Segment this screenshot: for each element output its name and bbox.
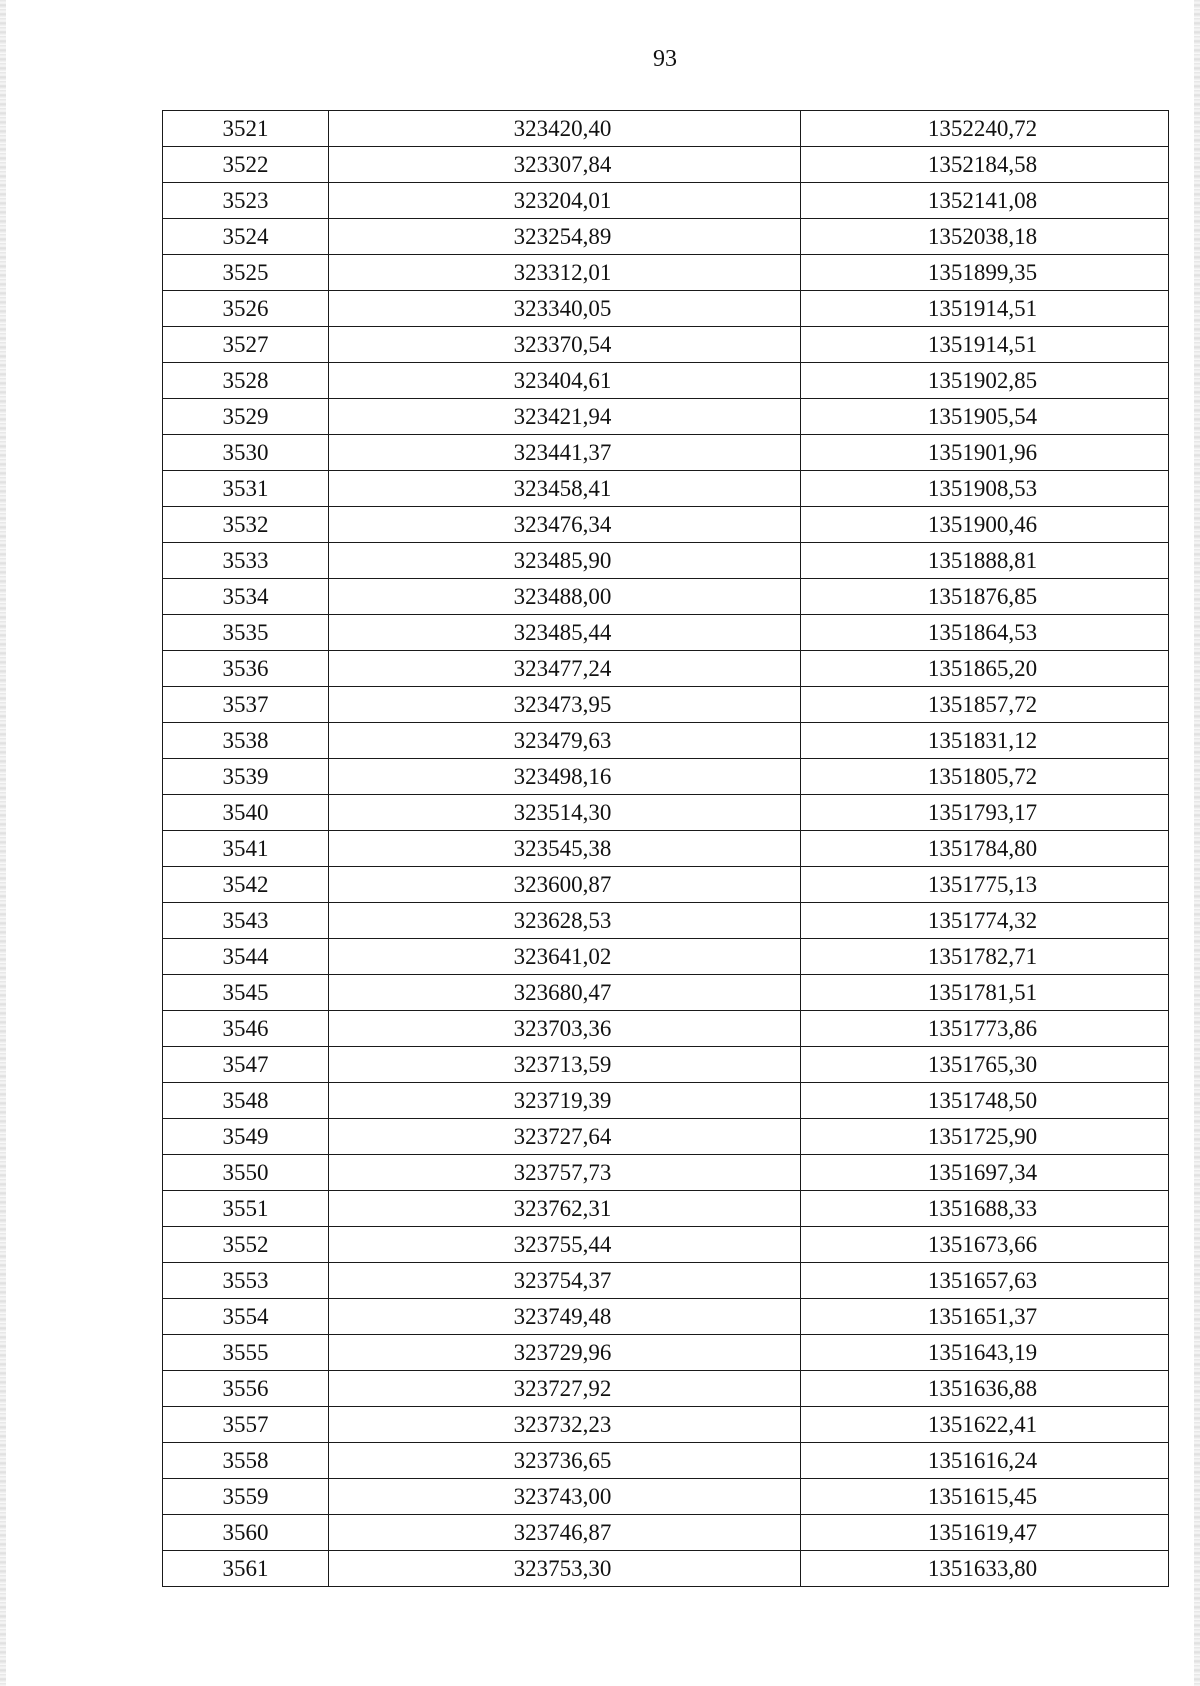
point-number-cell: 3523 xyxy=(163,183,329,219)
table-row xyxy=(163,327,1169,363)
y-coordinate-cell: 1351864,53 xyxy=(801,615,1169,651)
y-coordinate-cell: 1351899,35 xyxy=(801,255,1169,291)
y-coordinate-cell: 1351831,12 xyxy=(801,723,1169,759)
y-coordinate-cell: 1351865,20 xyxy=(801,651,1169,687)
table-row xyxy=(163,1155,1169,1191)
point-number-cell: 3541 xyxy=(163,831,329,867)
y-coordinate-cell: 1351673,66 xyxy=(801,1227,1169,1263)
y-coordinate-cell: 1351622,41 xyxy=(801,1407,1169,1443)
x-coordinate-cell: 323713,59 xyxy=(329,1047,801,1083)
x-coordinate-cell: 323473,95 xyxy=(329,687,801,723)
y-coordinate-cell: 1351775,13 xyxy=(801,867,1169,903)
point-number-cell: 3530 xyxy=(163,435,329,471)
table-row xyxy=(163,471,1169,507)
y-coordinate-cell: 1351914,51 xyxy=(801,327,1169,363)
point-number-cell: 3524 xyxy=(163,219,329,255)
point-number-cell: 3528 xyxy=(163,363,329,399)
x-coordinate-cell: 323485,44 xyxy=(329,615,801,651)
y-coordinate-cell: 1352240,72 xyxy=(801,111,1169,147)
point-number-cell: 3521 xyxy=(163,111,329,147)
x-coordinate-cell: 323340,05 xyxy=(329,291,801,327)
point-number-cell: 3522 xyxy=(163,147,329,183)
y-coordinate-cell: 1351888,81 xyxy=(801,543,1169,579)
point-number-cell: 3543 xyxy=(163,903,329,939)
point-number-cell: 3556 xyxy=(163,1371,329,1407)
y-coordinate-cell: 1351908,53 xyxy=(801,471,1169,507)
y-coordinate-cell: 1351697,34 xyxy=(801,1155,1169,1191)
table-row xyxy=(163,1263,1169,1299)
table-row xyxy=(163,1227,1169,1263)
x-coordinate-cell: 323749,48 xyxy=(329,1299,801,1335)
y-coordinate-cell: 1352038,18 xyxy=(801,219,1169,255)
table-row xyxy=(163,975,1169,1011)
y-coordinate-cell: 1351651,37 xyxy=(801,1299,1169,1335)
table-row xyxy=(163,867,1169,903)
table-row xyxy=(163,831,1169,867)
x-coordinate-cell: 323729,96 xyxy=(329,1335,801,1371)
table-row xyxy=(163,615,1169,651)
table-row xyxy=(163,723,1169,759)
x-coordinate-cell: 323307,84 xyxy=(329,147,801,183)
y-coordinate-cell: 1351900,46 xyxy=(801,507,1169,543)
table-row xyxy=(163,507,1169,543)
y-coordinate-cell: 1351876,85 xyxy=(801,579,1169,615)
x-coordinate-cell: 323204,01 xyxy=(329,183,801,219)
table-row xyxy=(163,651,1169,687)
y-coordinate-cell: 1351905,54 xyxy=(801,399,1169,435)
table-row xyxy=(163,1479,1169,1515)
coordinates-table xyxy=(162,110,1169,1587)
y-coordinate-cell: 1351636,88 xyxy=(801,1371,1169,1407)
point-number-cell: 3542 xyxy=(163,867,329,903)
table-row xyxy=(163,1515,1169,1551)
point-number-cell: 3532 xyxy=(163,507,329,543)
point-number-cell: 3540 xyxy=(163,795,329,831)
table-row xyxy=(163,1407,1169,1443)
point-number-cell: 3531 xyxy=(163,471,329,507)
y-coordinate-cell: 1351725,90 xyxy=(801,1119,1169,1155)
point-number-cell: 3559 xyxy=(163,1479,329,1515)
x-coordinate-cell: 323458,41 xyxy=(329,471,801,507)
x-coordinate-cell: 323732,23 xyxy=(329,1407,801,1443)
y-coordinate-cell: 1351748,50 xyxy=(801,1083,1169,1119)
x-coordinate-cell: 323498,16 xyxy=(329,759,801,795)
x-coordinate-cell: 323600,87 xyxy=(329,867,801,903)
x-coordinate-cell: 323757,73 xyxy=(329,1155,801,1191)
table-row xyxy=(163,939,1169,975)
x-coordinate-cell: 323719,39 xyxy=(329,1083,801,1119)
x-coordinate-cell: 323641,02 xyxy=(329,939,801,975)
y-coordinate-cell: 1351781,51 xyxy=(801,975,1169,1011)
x-coordinate-cell: 323514,30 xyxy=(329,795,801,831)
point-number-cell: 3560 xyxy=(163,1515,329,1551)
x-coordinate-cell: 323485,90 xyxy=(329,543,801,579)
table-row xyxy=(163,255,1169,291)
x-coordinate-cell: 323370,54 xyxy=(329,327,801,363)
table-row xyxy=(163,291,1169,327)
table-row xyxy=(163,399,1169,435)
x-coordinate-cell: 323727,92 xyxy=(329,1371,801,1407)
point-number-cell: 3551 xyxy=(163,1191,329,1227)
y-coordinate-cell: 1351901,96 xyxy=(801,435,1169,471)
table-row xyxy=(163,687,1169,723)
point-number-cell: 3529 xyxy=(163,399,329,435)
x-coordinate-cell: 323755,44 xyxy=(329,1227,801,1263)
table-row xyxy=(163,435,1169,471)
scan-edge-left xyxy=(0,0,6,1686)
y-coordinate-cell: 1351633,80 xyxy=(801,1551,1169,1587)
x-coordinate-cell: 323746,87 xyxy=(329,1515,801,1551)
point-number-cell: 3548 xyxy=(163,1083,329,1119)
point-number-cell: 3550 xyxy=(163,1155,329,1191)
y-coordinate-cell: 1351902,85 xyxy=(801,363,1169,399)
table-row xyxy=(163,579,1169,615)
table-row xyxy=(163,1047,1169,1083)
table-row xyxy=(163,1119,1169,1155)
y-coordinate-cell: 1351914,51 xyxy=(801,291,1169,327)
x-coordinate-cell: 323703,36 xyxy=(329,1011,801,1047)
x-coordinate-cell: 323680,47 xyxy=(329,975,801,1011)
point-number-cell: 3544 xyxy=(163,939,329,975)
scan-edge-right xyxy=(1194,0,1200,1686)
point-number-cell: 3533 xyxy=(163,543,329,579)
x-coordinate-cell: 323441,37 xyxy=(329,435,801,471)
page-number: 93 xyxy=(653,46,677,72)
table-row xyxy=(163,1551,1169,1587)
coordinates-table-body xyxy=(163,111,1169,1587)
y-coordinate-cell: 1351793,17 xyxy=(801,795,1169,831)
table-row xyxy=(163,147,1169,183)
point-number-cell: 3538 xyxy=(163,723,329,759)
y-coordinate-cell: 1351784,80 xyxy=(801,831,1169,867)
table-row xyxy=(163,1299,1169,1335)
x-coordinate-cell: 323762,31 xyxy=(329,1191,801,1227)
x-coordinate-cell: 323727,64 xyxy=(329,1119,801,1155)
x-coordinate-cell: 323420,40 xyxy=(329,111,801,147)
x-coordinate-cell: 323754,37 xyxy=(329,1263,801,1299)
point-number-cell: 3552 xyxy=(163,1227,329,1263)
x-coordinate-cell: 323312,01 xyxy=(329,255,801,291)
table-row xyxy=(163,543,1169,579)
point-number-cell: 3537 xyxy=(163,687,329,723)
y-coordinate-cell: 1351774,32 xyxy=(801,903,1169,939)
x-coordinate-cell: 323736,65 xyxy=(329,1443,801,1479)
table-row xyxy=(163,1191,1169,1227)
point-number-cell: 3554 xyxy=(163,1299,329,1335)
x-coordinate-cell: 323743,00 xyxy=(329,1479,801,1515)
point-number-cell: 3534 xyxy=(163,579,329,615)
table-row xyxy=(163,1083,1169,1119)
point-number-cell: 3555 xyxy=(163,1335,329,1371)
table-row xyxy=(163,363,1169,399)
x-coordinate-cell: 323545,38 xyxy=(329,831,801,867)
x-coordinate-cell: 323753,30 xyxy=(329,1551,801,1587)
table-row xyxy=(163,183,1169,219)
y-coordinate-cell: 1351857,72 xyxy=(801,687,1169,723)
y-coordinate-cell: 1351657,63 xyxy=(801,1263,1169,1299)
table-row xyxy=(163,903,1169,939)
x-coordinate-cell: 323477,24 xyxy=(329,651,801,687)
table-row xyxy=(163,1371,1169,1407)
table-row xyxy=(163,1443,1169,1479)
x-coordinate-cell: 323476,34 xyxy=(329,507,801,543)
y-coordinate-cell: 1351765,30 xyxy=(801,1047,1169,1083)
y-coordinate-cell: 1351782,71 xyxy=(801,939,1169,975)
x-coordinate-cell: 323404,61 xyxy=(329,363,801,399)
point-number-cell: 3536 xyxy=(163,651,329,687)
point-number-cell: 3525 xyxy=(163,255,329,291)
table-row xyxy=(163,1335,1169,1371)
table-row xyxy=(163,1011,1169,1047)
y-coordinate-cell: 1352184,58 xyxy=(801,147,1169,183)
point-number-cell: 3546 xyxy=(163,1011,329,1047)
y-coordinate-cell: 1351616,24 xyxy=(801,1443,1169,1479)
x-coordinate-cell: 323421,94 xyxy=(329,399,801,435)
table-row xyxy=(163,111,1169,147)
point-number-cell: 3539 xyxy=(163,759,329,795)
point-number-cell: 3553 xyxy=(163,1263,329,1299)
y-coordinate-cell: 1351615,45 xyxy=(801,1479,1169,1515)
y-coordinate-cell: 1351688,33 xyxy=(801,1191,1169,1227)
y-coordinate-cell: 1351619,47 xyxy=(801,1515,1169,1551)
x-coordinate-cell: 323488,00 xyxy=(329,579,801,615)
x-coordinate-cell: 323628,53 xyxy=(329,903,801,939)
point-number-cell: 3558 xyxy=(163,1443,329,1479)
point-number-cell: 3557 xyxy=(163,1407,329,1443)
y-coordinate-cell: 1351643,19 xyxy=(801,1335,1169,1371)
y-coordinate-cell: 1351773,86 xyxy=(801,1011,1169,1047)
table-row xyxy=(163,219,1169,255)
y-coordinate-cell: 1351805,72 xyxy=(801,759,1169,795)
point-number-cell: 3561 xyxy=(163,1551,329,1587)
point-number-cell: 3526 xyxy=(163,291,329,327)
point-number-cell: 3547 xyxy=(163,1047,329,1083)
y-coordinate-cell: 1352141,08 xyxy=(801,183,1169,219)
point-number-cell: 3545 xyxy=(163,975,329,1011)
x-coordinate-cell: 323479,63 xyxy=(329,723,801,759)
point-number-cell: 3527 xyxy=(163,327,329,363)
point-number-cell: 3535 xyxy=(163,615,329,651)
x-coordinate-cell: 323254,89 xyxy=(329,219,801,255)
table-row xyxy=(163,759,1169,795)
point-number-cell: 3549 xyxy=(163,1119,329,1155)
table-row xyxy=(163,795,1169,831)
